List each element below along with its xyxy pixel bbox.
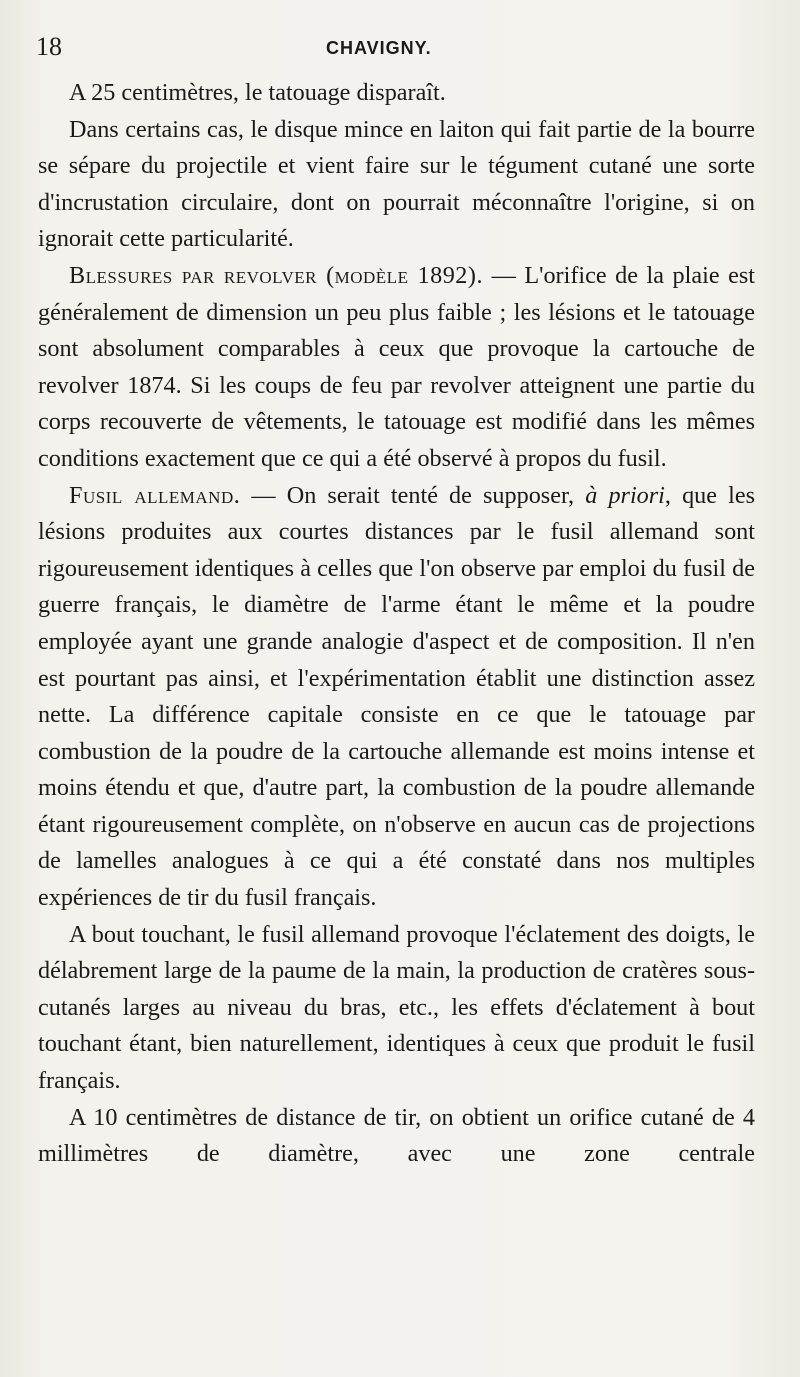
section-heading-revolver: Blessures par revolver (modèle 1892).: [69, 261, 483, 289]
paragraph-1: [38, 75, 755, 112]
paragraph-text: A 10 centimètres de distance de tir, on obtient un orifice cutané de 4 millimètres de diamètre, avec une zone centrale: [38, 1103, 755, 1168]
paragraph-text: , que les lésions produites aux courtes distances par le fusil allemand sont rigoureusement identiques à celles que l'on observe par emploi du fusil de guerre français, le diamètre de l'arme étant le même et la poudre employée ayant une grande analogie d'aspect et de composition. Il n'en est pourtant pas ainsi, et l'expérimentation établit une distinction assez nette. La différence capitale consiste en ce que le tatouage par combustion de la poudre de la cartouche allemande est moins intense et moins étendu et que, d'autre part, la combustion de la poudre allemande étant rigoureusement complète, on n'observe en aucun cas de projections de lamelles analogues à ce qui a été constaté dans nos multiples expériences de tir du fusil français.: [38, 481, 756, 912]
paragraph-2: [38, 112, 755, 258]
paragraph-text: A bout touchant, le fusil allemand provoque l'éclatement des doigts, le délabrement large de la paume de la main, la production de cratères sous-cutanés larges au niveau du bras, etc., les effets d'éclatement à bout touchant étant, bien naturellement, identiques à ceux que produit le fusil français.: [38, 920, 755, 1095]
paragraph-5: [38, 917, 755, 1100]
section-heading-fusil-allemand: Fusil allemand.: [69, 481, 241, 509]
paragraph-6: [38, 1100, 755, 1173]
emphasis-a-priori: à priori: [585, 481, 665, 509]
paragraph-text: — L'orifice de la plaie est généralement de dimension un peu plus faible ; les lésions et le tatouage sont absolument comparables à ceux que provoque la cartouche de revolver 1874. Si les coups de feu par revolver atteignent une partie du corps recouverte de vêtements, le tatouage est modifié dans les mêmes conditions exactement que ce qui a été observé à propos du fusil.: [38, 261, 755, 472]
paragraph-3: [38, 258, 755, 478]
paragraph-4: [38, 478, 755, 917]
page-number: 18: [36, 32, 62, 61]
paragraph-text: A 25 centimètres, le tatouage disparaît.: [69, 79, 446, 106]
paragraph-text: Dans certains cas, le disque mince en laiton qui fait partie de la bourre se sépare du projectile et vient faire sur le tégument cutané une sorte d'incrustation circulaire, dont on pourrait méconnaître l'origine, si on ignorait cette particularité.: [38, 115, 755, 253]
body-text: [38, 75, 755, 1173]
page-header: [36, 32, 756, 62]
paragraph-text-lead: — On serait tenté de supposer,: [240, 481, 586, 509]
running-head: CHAVIGNY.: [326, 38, 432, 58]
